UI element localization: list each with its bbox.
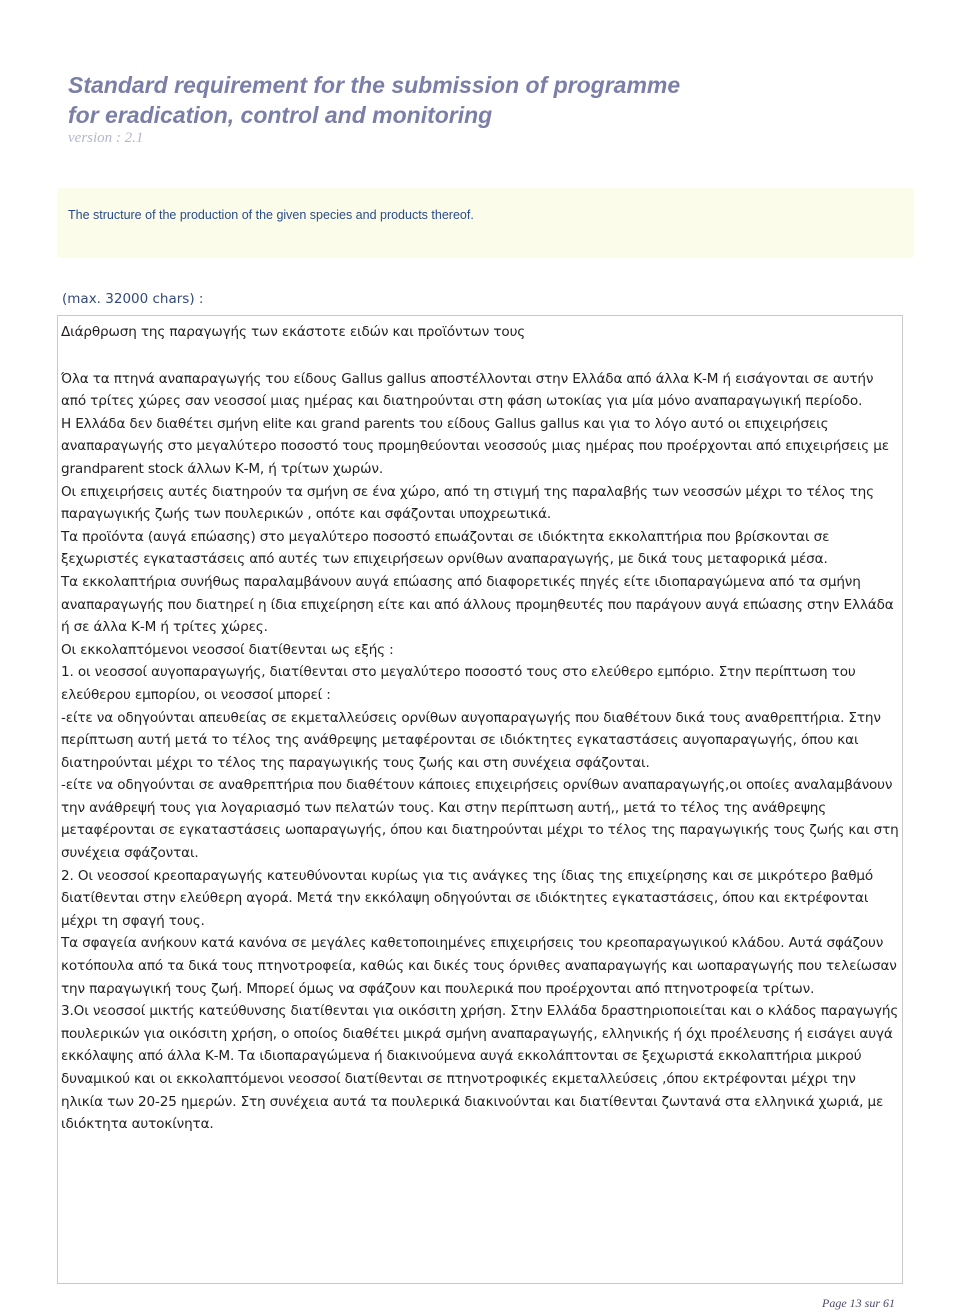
- page-number: Page 13 sur 61: [822, 1296, 895, 1310]
- paragraph: 3.Οι νεοσσοί μικτής κατεύθυνσης διατίθενται για οικόσιτη χρήση. Στην Ελλάδα δραστηριοποιείται και ο κλάδος παραγωγής πουλερικών για οικόσιτη χρήση, ο οποίος διαθέτει μικρά σμήνη αναπαραγωγής, ελληνικής ή όχι προέλευσης ή εισάγει αυγά εκκόλαψης από άλλα Κ-Μ. Τα ιδιοπαραγώμενα ή διακινούμενα αυγά εκκολάπτονται σε ξεχωριστά εκκολαπτήρια μικρού δυναμικού και οι εκκολαπτόμενοι νεοσσοί διατίθενται σε πτηνοτροφικές εκμεταλλεύσεις ,όπου εκτρέφονται μέχρι την ηλικία των 20-25 ημερών. Στη συνέχεια αυτά τα πουλερικά διακινούνται και διατίθενται ζωντανά στα ελληνικά χωριά, με ιδιόκτητα αυτοκίνητα.: [61, 1003, 899, 1133]
- question-info-box: [57, 188, 914, 258]
- paragraph: -είτε να οδηγούνται σε αναθρεπτήρια που διαθέτουν κάποιες επιχειρήσεις ορνίθων αναπαραγωγής,οι οποίες αναλαμβάνουν την ανάθρεψή τους για λογαριασμό των πελατών τους. Και στην περίπτωση αυτή,, μετά το τέλος της ανάθρεψης μεταφέρονται σε εγκαταστάσεις ωοπαραγωγής, όπου και διατηρούνται μέχρι το τέλος της παραγωγικής τους ζωής και στη συνέχεια σφάζονται.: [61, 777, 899, 862]
- paragraph: Οι εκκολαπτόμενοι νεοσσοί διατίθενται ως εξής :: [61, 641, 394, 658]
- answer-heading: Διάρθρωση της παραγωγής των εκάστοτε ειδών και προϊόντων τους: [61, 324, 526, 340]
- paragraph: Τα εκκολαπτήρια συνήθως παραλαμβάνουν αυγά επώασης από διαφορετικές πηγές είτε ιδιοπαραγώμενα από τα σμήνη αναπαραγωγής που διατηρεί η ίδια επιχείρηση είτε και από άλλους προμηθευτές που παράγουν αυγά επώασης στην Ελλάδα ή σε άλλα Κ-Μ ή τρίτες χώρες.: [61, 573, 894, 636]
- question-text: The structure of the production of the given species and products thereof.: [68, 208, 474, 222]
- document-title-line-2: for eradication, control and monitoring: [68, 102, 493, 128]
- max-chars-label: (max. 32000 chars) :: [62, 291, 204, 307]
- paragraph: Όλα τα πτηνά αναπαραγωγής του είδους Gallus gallus αποστέλλονται στην Ελλάδα από άλλα Κ-Μ ή εισάγονται σε αυτήν από τρίτες χώρες σαν νεοσσοί μιας ημέρας και διατηρούνται στη φάση ωτοκίας για μία μόνο αναπαραγωγική περίοδο.: [61, 370, 874, 410]
- paragraph: 1. οι νεοσσοί αυγοπαραγωγής, διατίθενται στο μεγαλύτερο ποσοστό τους στο ελεύθερο εμπόριο. Στην περίπτωση του ελεύθερου εμπορίου, οι νεοσσοί μπορεί :: [61, 664, 856, 703]
- paragraph: 2. Οι νεοσσοί κρεοπαραγωγής κατευθύνονται κυρίως για τις ανάγκες της ίδιας της επιχείρησης και σε μικρότερο βαθμό διατίθενται στην ελεύθερη αγορά. Μετά την εκκόλαψη οδηγούνται σε ιδιόκτητες εγκαταστάσεις, όπου και εκτρέφονται μέχρι τη σφαγή τους.: [61, 867, 874, 929]
- paragraph: Οι επιχειρήσεις αυτές διατηρούν τα σμήνη σε ένα χώρο, από τη στιγμή της παραλαβής των νεοσσών μέχρι το τέλος της παραγωγικής ζωής των πουλερικών , οπότε και σφάζονται υποχρεωτικά.: [61, 483, 874, 523]
- document-title: [68, 70, 868, 130]
- answer-text-area[interactable]: [57, 315, 903, 1284]
- paragraph: Η Ελλάδα δεν διαθέτει σμήνη elite και grand parents του είδους Gallus gallus και για το λόγο αυτό οι επιχειρήσεις αναπαραγωγής στο μεγαλύτερο ποσοστό τους προμηθεύονται νεοσσούς μιας ημέρας που προέρχονται από επιχειρήσεις με grandparent stock άλλων Κ-Μ, ή τρίτων χωρών.: [61, 415, 889, 477]
- version-label: version : 2.1: [68, 130, 144, 146]
- answer-content: [61, 321, 901, 1136]
- paragraph: Τα προϊόντα (αυγά επώασης) στο μεγαλύτερο ποσοστό επωάζονται σε ιδιόκτητα εκκολαπτήρια που βρίσκονται σε ξεχωριστές εγκαταστάσεις από αυτές των επιχειρήσεων ορνίθων αναπαραγωγής, με δικά τους μεταφορικά μέσα.: [61, 528, 830, 568]
- paragraph: Τα σφαγεία ανήκουν κατά κανόνα σε μεγάλες καθετοποιημένες επιχειρήσεις του κρεοπαραγωγικού κλάδου. Αυτά σφάζουν κοτόπουλα από τα δικά τους πτηνοτροφεία, καθώς και δικές τους όρνιθες αναπαραγωγής και ωοπαραγωγής που τελείωσαν την παραγωγική τους ζωή. Μπορεί όμως να σφάζουν και πουλερικά που προέρχονται από πτηνοτροφεία τρίτων.: [61, 935, 897, 997]
- paragraph: -είτε να οδηγούνται απευθείας σε εκμεταλλεύσεις ορνίθων αυγοπαραγωγής που διαθέτουν δικά τους αναθρεπτήρια. Στην περίπτωση αυτή μετά το τέλος της ανάθρεψης μεταφέρονται σε ιδιόκτητες εγκαταστάσεις αυγοπαραγωγής, όπου και διατηρούνται μέχρι το τέλος της παραγωγικής τους ζωής και στη συνέχεια σφάζονται.: [61, 709, 881, 771]
- document-title-line-1: Standard requirement for the submission of programme: [68, 72, 681, 98]
